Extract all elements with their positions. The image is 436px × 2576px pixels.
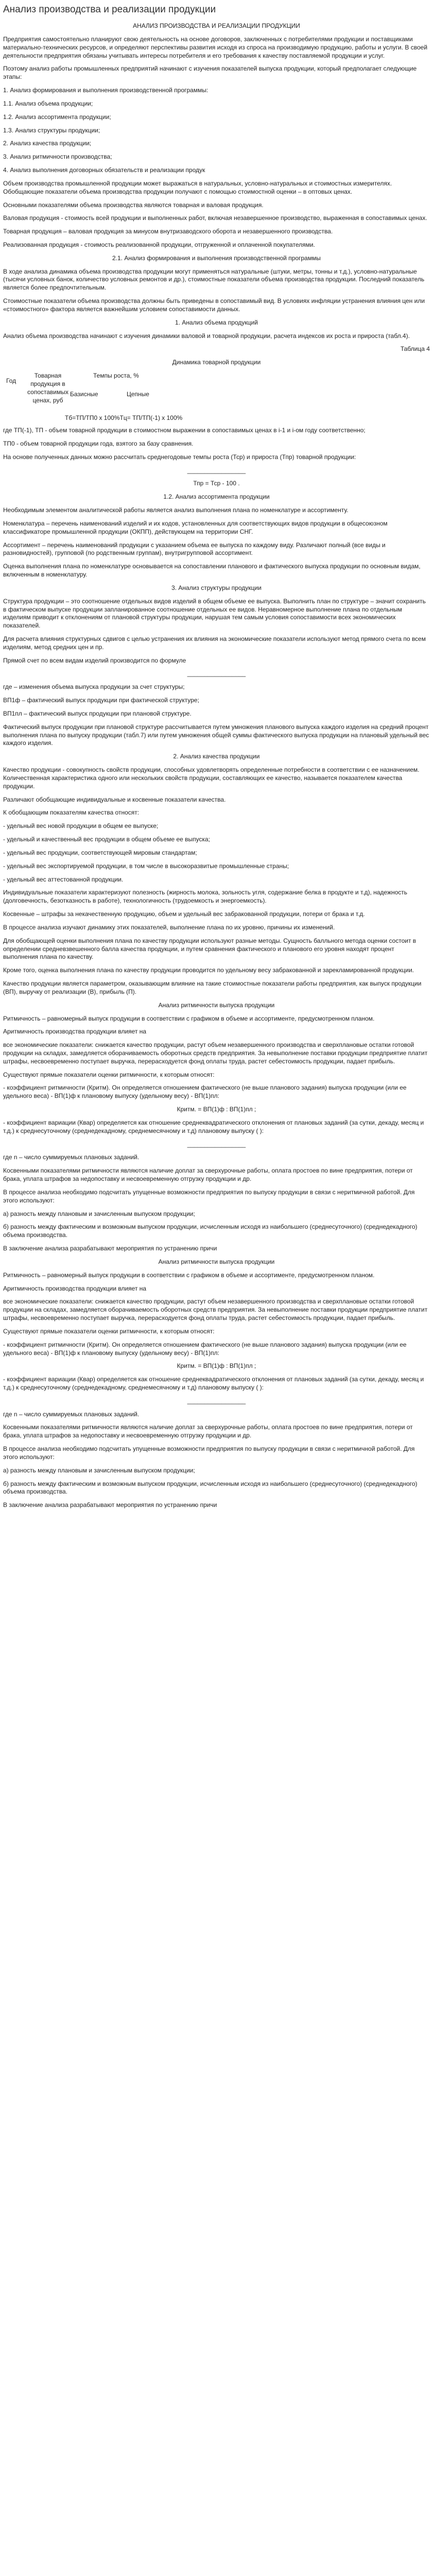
section-analysis	[3, 427, 430, 1510]
s2-paragraph: Критм. = ВП(1)ф : ВП(1)пл ;	[177, 1362, 256, 1370]
s2-paragraph: б) разность между фактическим и возможным выпуском продукции, исчисленным исходя из наибольшего (среднесуточного) (среднедекадного) объема производства.	[3, 1223, 417, 1239]
s2-paragraph: Для обобщающей оценки выполнения плана по качеству продукции используют разные методы. Сущность балльного метода оценки состоит в определении средневзвешенного балла качества продукции, и путем сравнения фактического и планового его уровня находят процент выполнения плана по качеству.	[3, 937, 416, 961]
s2-paragraph: Косвенными показателями ритмичности являются наличие доплат за сверхурочные работы, оплата простоев по вине предприятия, потери от брака, уплата штрафов за недопоставку и несвоевременную отгрузку продукции и др.	[3, 1423, 413, 1439]
s1-paragraph: 2.1. Анализ формирования и выполнения производственной программы	[112, 254, 321, 262]
s2-paragraph: Необходимым элементом аналитической работы является анализ выполнения плана по номенклатуре и ассортименту.	[3, 506, 348, 514]
s2-paragraph: Существуют прямые показатели оценки ритмичности, к которым относят:	[3, 1327, 215, 1335]
s2-paragraph: - коэффициент вариации (Квар) определяется как отношение среднеквадратического отклонения от плановых заданий (за сутки, декаду, месяц и т.д.) к среднесуточному (среднедекадному, среднемесячному и т.д) плановому выпуску ( ):	[3, 1376, 424, 1391]
s1-paragraph: Товарная продукция – валовая продукция за минусом внутризаводского оборота и незавершенного производства.	[3, 228, 333, 235]
s2-paragraph: В процессе анализа необходимо подсчитать упущенные возможности предприятия по выпуску продукции в связи с неритмичной работой. Для этого используют:	[3, 1445, 415, 1461]
s2-paragraph: - удельный вес аттестованной продукции.	[3, 875, 124, 883]
table-col-rate: Темпы роста, %	[93, 372, 139, 380]
s2-paragraph: Ритмичность – равномерный выпуск продукции в соответствии с графиком в объеме и ассортименте, предусмотренном планом.	[3, 1014, 375, 1022]
s2-paragraph: Тпр = Тср - 100 .	[193, 480, 240, 487]
s2-paragraph: Аритмичность производства продукции влияет на	[3, 1284, 147, 1292]
s1-paragraph: 1.3. Анализ структуры продукции;	[3, 126, 100, 134]
s2-paragraph: ТП0 - объем товарной продукции года, взятого за базу сравнения.	[3, 439, 194, 447]
s2-paragraph: На основе полученных данных можно рассчитать среднегодовые темпы роста (Тср) и прироста (Тпр) товарной продукции:	[3, 453, 356, 461]
table-col-product: Товарная продукция в сопоставимых ценах, руб	[27, 372, 68, 404]
s2-paragraph: - коэффициент вариации (Квар) определяется как отношение среднеквадратического отклонения от плановых заданий (за сутки, декаду, месяц и т.д.) к среднесуточному (среднедекадному, среднемесячному и т.д) плановому выпуску ( ):	[3, 1118, 424, 1134]
s2-paragraph: Аритмичность производства продукции влияет на	[3, 1028, 147, 1036]
page-title: Анализ производства и реализации продукции	[3, 4, 216, 15]
s2-paragraph: где n – число суммируемых плановых заданий.	[3, 1154, 139, 1161]
s2-paragraph: 1.2. Анализ ассортимента продукции	[163, 493, 270, 501]
s1-paragraph: Динамика товарной продукции	[172, 359, 261, 366]
s2-paragraph: все экономические показатели: снижается качество продукции, растут объем незавершенного производства и сверхплановые остатки готовой продукции на складах, замедляется оборачиваемость оборотных средств предприятия. За невыполнение поставки продукции предприятие платит штрафы, несвоевременно поступает выручка, перерасходуется фонд оплаты труда, растет себестоимость продукции, падает прибыль.	[3, 1041, 428, 1065]
s2-paragraph: Номенклатура – перечень наименований изделий и их кодов, установленных для соответствующих видов продукции в общесоюзном классификаторе промышленной продукции (ОКПП), действующем на территории СНГ.	[3, 519, 388, 535]
s1-paragraph: Поэтому анализ работы промышленных предприятий начинают с изучения показателей выпуска продукции, который предполагает следующие этапы:	[3, 65, 417, 81]
s2-paragraph: Ассортимент – перечень наименований продукции с указанием объема ее выпуска по каждому виду. Различают полный (все виды и разновидностей), групповой (по родственным группам), внутригрупповой ассортимент.	[3, 541, 386, 557]
s1-paragraph: Предприятия самостоятельно планируют свою деятельность на основе договоров, заключенных с потребителями продукции и поставщиками материально-технических ресурсов, и определяют перспективы развития исходя из спроса на производимую продукцию, работы и услуги. В своей деятельности предприятия обязаны учитывать интересы потребителя и его требования к качеству поставляемой продукции и услуг.	[3, 35, 428, 59]
table-col-year: Год	[6, 377, 16, 385]
table-formula: Тб=ТП/ТП0 х 100%Тц= ТП/ТП(-1) х 100%	[65, 414, 183, 422]
s2-paragraph: б) разность между фактическим и возможным выпуском продукции, исчисленным исходя из наибольшего (среднесуточного) (среднедекадного) объема производства.	[3, 1480, 417, 1496]
s2-paragraph: Косвенными показателями ритмичности являются наличие доплат за сверхурочные работы, оплата простоев по вине предприятия, потери от брака, уплата штрафов за недопоставку и несвоевременную отгрузку продукции и др.	[3, 1167, 413, 1183]
s2-paragraph: Индивидуальные показатели характеризуют полезность (жирность молока, зольность угля, содержание белка в продукте и т.д), надежность (долговечность, безотказность в работе), технологичность (трудоемкость и энергоемкость).	[3, 889, 408, 905]
s2-paragraph: Анализ ритмичности выпуска продукции	[158, 1001, 275, 1009]
table-col-base: Базисные	[70, 391, 98, 398]
s1-paragraph: 1. Анализ формирования и выполнения производственной программы:	[3, 87, 208, 94]
s2-paragraph: 2. Анализ качества продукции	[173, 753, 260, 760]
s2-paragraph: В заключение анализа разрабатывают мероприятия по устранению причи	[3, 1245, 217, 1252]
s2-paragraph: Качество продукции - совокупность свойств продукции, способных удовлетворять определенные потребности в соответствии с ее назначением. Количественная характеристика одного или нескольких свойств продукции, составляющих ее качество, называется показателем качества продукции.	[3, 766, 420, 790]
s2-paragraph: _________________	[187, 1397, 246, 1404]
s2-paragraph: - коэффициент ритмичности (Критм). Он определяется отношением фактического (не выше планового задания) выпуска продукции (или ее удельного веса) - ВП(1)ф к плановому выпуску (удельному весу) - ВП(1)пл:	[3, 1084, 407, 1100]
s2-paragraph: Анализ ритмичности выпуска продукции	[158, 1258, 275, 1265]
s2-paragraph: Для расчета влияния структурных сдвигов с целью устранения их влияния на экономические показатели используют метод прямого счета по всем изделиям, метод средних цен и пр.	[3, 635, 426, 651]
s2-paragraph: где n – число суммируемых плановых заданий.	[3, 1410, 139, 1418]
s2-paragraph: - удельный вес новой продукции в общем ее выпуске;	[3, 822, 159, 830]
s2-paragraph: Ритмичность – равномерный выпуск продукции в соответствии с графиком в объеме и ассортименте, предусмотренном планом.	[3, 1271, 375, 1279]
table-4-header	[3, 372, 430, 427]
s2-paragraph: где – изменения объема выпуска продукции за счет структуры;	[3, 683, 185, 691]
s1-paragraph: 4. Анализ выполнения договорных обязательств и реализации продук	[3, 166, 205, 174]
s2-paragraph: _________________	[187, 466, 246, 474]
section-intro	[3, 22, 430, 367]
s1-paragraph: Реализованная продукция - стоимость реализованной продукции, отгруженной и оплаченной покупателями.	[3, 241, 316, 248]
s1-paragraph: 1.2. Анализ ассортимента продукции;	[3, 113, 111, 121]
s2-paragraph: - удельный вес экспортируемой продукции, в том числе в высокоразвитые промышленные страны;	[3, 862, 289, 870]
s1-paragraph: В ходе анализа динамика объема производства продукции могут применяться натуральные (штуки, метры, тонны и т.д.), условно-натуральные (тысячи условных банок, количество условных ремонтов и др.), стоимостные показатели объема производства продукции. Последний показатель является более предпочтительным.	[3, 267, 425, 292]
s2-paragraph: - коэффициент ритмичности (Критм). Он определяется отношением фактического (не выше планового задания) выпуска продукции (или ее удельного веса) - ВП(1)ф к плановому выпуску (удельному весу) - ВП(1)пл:	[3, 1341, 407, 1357]
s2-paragraph: Критм. = ВП(1)ф : ВП(1)пл ;	[177, 1106, 256, 1113]
s2-paragraph: ВП1пл – фактический выпуск продукции при плановой структуре.	[3, 709, 191, 717]
s2-paragraph: а) разность между плановым и зачисленным выпуском продукции;	[3, 1466, 195, 1474]
s2-paragraph: Прямой счет по всем видам изделий производится по формуле	[3, 656, 186, 664]
s2-paragraph: ВП1ф – фактический выпуск продукции при фактической структуре;	[3, 697, 199, 704]
s1-paragraph: Объем производства промышленной продукции может выражаться в натуральных, условно-натуральных и стоимостных измерителях. Обобщающие показатели объема производства продукции получают с помощью стоимостной оценки – в оптовых ценах.	[3, 179, 392, 195]
s2-paragraph: Косвенные – штрафы за некачественную продукцию, объем и удельный вес забракованной продукции, потери от брака и т.д.	[3, 910, 365, 918]
s2-paragraph: В заключение анализа разрабатывают мероприятия по устранению причи	[3, 1501, 217, 1509]
s1-paragraph: 1.1. Анализ объема продукции;	[3, 99, 93, 107]
table-col-chain: Цепные	[127, 391, 149, 398]
s2-paragraph: Качество продукции является параметром, оказывающим влияние на такие стоимостные показатели работы предприятия, как выпуск продукции (ВП), выручку от реализации (В), прибыль (П).	[3, 980, 422, 995]
s2-paragraph: - удельный и качественный вес продукции в общем объеме ее выпуска;	[3, 836, 211, 843]
s1-paragraph: 3. Анализ ритмичности производства;	[3, 153, 112, 161]
s2-paragraph: Кроме того, оценка выполнения плана по качеству продукции проводится по удельному весу забракованной и зарекламированной продукции.	[3, 967, 414, 974]
s2-paragraph: Существуют прямые показатели оценки ритмичности, к которым относят:	[3, 1071, 215, 1078]
s1-paragraph: Основными показателями объема производства являются товарная и валовая продукция.	[3, 201, 264, 209]
s1-paragraph: АНАЛИЗ ПРОИЗВОДСТВА И РЕАЛИЗАЦИИ ПРОДУКЦИИ	[133, 22, 300, 30]
s2-paragraph: Различают обобщающие индивидуальные и косвенные показатели качества.	[3, 795, 226, 803]
s2-paragraph: Структура продукции – это соотношение отдельных видов изделий в общем объеме ее выпуска. Выполнить план по структуре – значит сохранить в фактическом выпуске продукции запланированное соотношение отдельных ее видов. Неравномерное выполнение плана по отдельным изделиям приводит к отклонениям от плановой структуры продукции, нарушая тем самым условия сопоставимости всех экономических показателей.	[3, 597, 426, 630]
s2-paragraph: _________________	[187, 1140, 246, 1148]
s2-paragraph: Оценка выполнения плана по номенклатуре основывается на сопоставлении планового и фактического выпуска продукции по основным видам, включенным в номенклатуру.	[3, 563, 421, 579]
s2-paragraph: В процессе анализа необходимо подсчитать упущенные возможности предприятия по выпуску продукции в связи с неритмичной работой. Для этого используют:	[3, 1188, 415, 1204]
s2-paragraph: - удельный вес продукции, соответствующей мировым стандартам;	[3, 849, 197, 856]
s2-paragraph: Фактический выпуск продукции при плановой структуре рассчитывается путем умножения планового выпуска каждого изделия на средний процент выполнения плана по выпуску продукции (табл.7) или путем умножения общей суммы фактического выпуска продукции на плановый удельный вес каждого изделия.	[3, 723, 429, 747]
s1-paragraph: Анализ объема производства начинают с изучения динамики валовой и товарной продукции, расчета индексов их роста и прироста (табл.4).	[3, 332, 410, 340]
s2-paragraph: В процессе анализа изучают динамику этих показателей, выполнение плана по их уровню, причины их изменений.	[3, 923, 335, 931]
s2-paragraph: а) разность между плановым и зачисленным выпуском продукции;	[3, 1210, 195, 1217]
s1-paragraph: 1. Анализ объема продукций	[175, 318, 258, 326]
s2-paragraph: все экономические показатели: снижается качество продукции, растут объем незавершенного производства и сверхплановые остатки готовой продукции на складах, замедляется оборачиваемость оборотных средств предприятия. За невыполнение поставки продукции предприятие платит штрафы, несвоевременно поступает выручка, перерасходуется фонд оплаты труда, растет себестоимость продукции, падает прибыль.	[3, 1298, 428, 1322]
s2-paragraph: _________________	[187, 670, 246, 677]
s1-paragraph: Таблица 4	[400, 345, 430, 353]
s2-paragraph: 3. Анализ структуры продукции	[171, 584, 261, 591]
s1-paragraph: Валовая продукция - стоимость всей продукции и выполненных работ, включая незавершенное производство, выраженная в сопоставимых ценах.	[3, 214, 427, 222]
s2-paragraph: где ТП(-1), ТП - объем товарной продукции в стоимостном выражении в сопоставимых ценах в i-1 и i-ом году соответственно;	[3, 427, 365, 434]
s2-paragraph: К обобщающим показателям качества относят:	[3, 809, 139, 817]
s1-paragraph: 2. Анализ качества продукции;	[3, 140, 92, 147]
s1-paragraph: Стоимостные показатели объема производства должны быть приведены в сопоставимый вид. В условиях инфляции устранения влияния цен или «стоимостного» фактора является важнейшим условием сопоставимости данных.	[3, 297, 425, 313]
